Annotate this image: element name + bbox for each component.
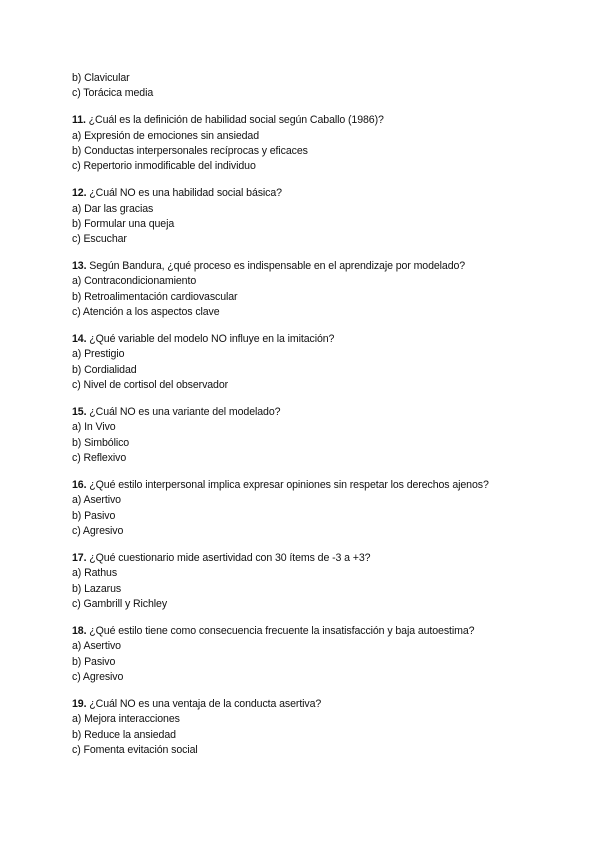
question-stem	[72, 478, 542, 493]
question-14	[72, 332, 542, 394]
option: c) Reflexivo	[72, 452, 127, 465]
question-number: 11.	[72, 114, 86, 127]
option: c) Agresivo	[72, 671, 124, 684]
question-number: 16.	[72, 478, 87, 491]
option: c) Fomenta evitación social	[72, 743, 198, 756]
question-stem	[72, 186, 542, 201]
question-stem	[72, 405, 542, 420]
question-12	[72, 186, 542, 248]
question-number: 17.	[72, 551, 87, 564]
option: b) Retroalimentación cardiovascular	[72, 290, 238, 303]
question-number: 18.	[72, 624, 87, 637]
option: a) Contracondicionamiento	[72, 275, 197, 288]
option: c) Torácica media	[72, 87, 154, 100]
option: c) Repertorio inmodificable del individuo	[72, 160, 256, 173]
question-text: ¿Qué variable del modelo NO influye en la imitación?	[86, 333, 335, 346]
question-stem	[72, 113, 542, 128]
question-17	[72, 551, 542, 613]
option: b) Reduce la ansiedad	[72, 728, 176, 741]
option: a) Prestigio	[72, 348, 125, 361]
option: a) Dar las gracias	[72, 202, 154, 215]
option: a) Expresión de emociones sin ansiedad	[72, 129, 260, 142]
option: b) Cordialidad	[72, 363, 137, 376]
question-text: ¿Cuál NO es una habilidad social básica?	[86, 187, 282, 200]
question-text: ¿Qué estilo tiene como consecuencia frecuente la insatisfacción y baja autoestima?	[86, 624, 475, 637]
question-text: ¿Qué cuestionario mide asertividad con 30 ítems de -3 a +3?	[86, 551, 371, 564]
option: a) Rathus	[72, 567, 118, 580]
question-15	[72, 405, 542, 467]
question-number: 14.	[72, 333, 87, 346]
option: b) Simbólico	[72, 436, 130, 449]
exam-page	[72, 71, 542, 758]
question-text: Según Bandura, ¿qué proceso es indispensable en el aprendizaje por modelado?	[86, 260, 466, 273]
option: c) Gambrill y Richley	[72, 598, 168, 611]
question-stem	[72, 551, 542, 566]
question-text: ¿Cuál es la definición de habilidad social según Caballo (1986)?	[85, 114, 384, 127]
option: b) Clavicular	[72, 72, 130, 84]
question-number: 13.	[72, 260, 87, 273]
question-text: ¿Cuál NO es una variante del modelado?	[86, 405, 281, 418]
question-19	[72, 697, 542, 759]
option: a) Mejora interacciones	[72, 713, 180, 726]
question-text: ¿Cuál NO es una ventaja de la conducta asertiva?	[86, 697, 322, 710]
option: c) Atención a los aspectos clave	[72, 306, 220, 319]
option: a) Asertivo	[72, 494, 121, 507]
option: a) In Vivo	[72, 421, 116, 434]
question-18	[72, 624, 542, 686]
question-16	[72, 478, 542, 540]
question-number: 15.	[72, 405, 87, 418]
question-stem	[72, 697, 542, 712]
option: b) Pasivo	[72, 509, 116, 522]
question-13	[72, 259, 542, 321]
option: b) Pasivo	[72, 655, 116, 668]
option: b) Lazarus	[72, 582, 122, 595]
question-stem	[72, 332, 542, 347]
option: c) Nivel de cortisol del observador	[72, 379, 229, 392]
question-stem	[72, 259, 542, 274]
question-number: 12.	[72, 187, 87, 200]
carryover-options	[72, 71, 542, 102]
question-number: 19.	[72, 697, 87, 710]
option: c) Escuchar	[72, 233, 127, 246]
option: a) Asertivo	[72, 640, 121, 653]
option: c) Agresivo	[72, 525, 124, 538]
option: b) Conductas interpersonales recíprocas y eficaces	[72, 144, 308, 157]
question-11	[72, 113, 542, 175]
question-text: ¿Qué estilo interpersonal implica expresar opiniones sin respetar los derechos ajenos?	[86, 478, 489, 491]
option: b) Formular una queja	[72, 217, 175, 230]
question-stem	[72, 624, 542, 639]
